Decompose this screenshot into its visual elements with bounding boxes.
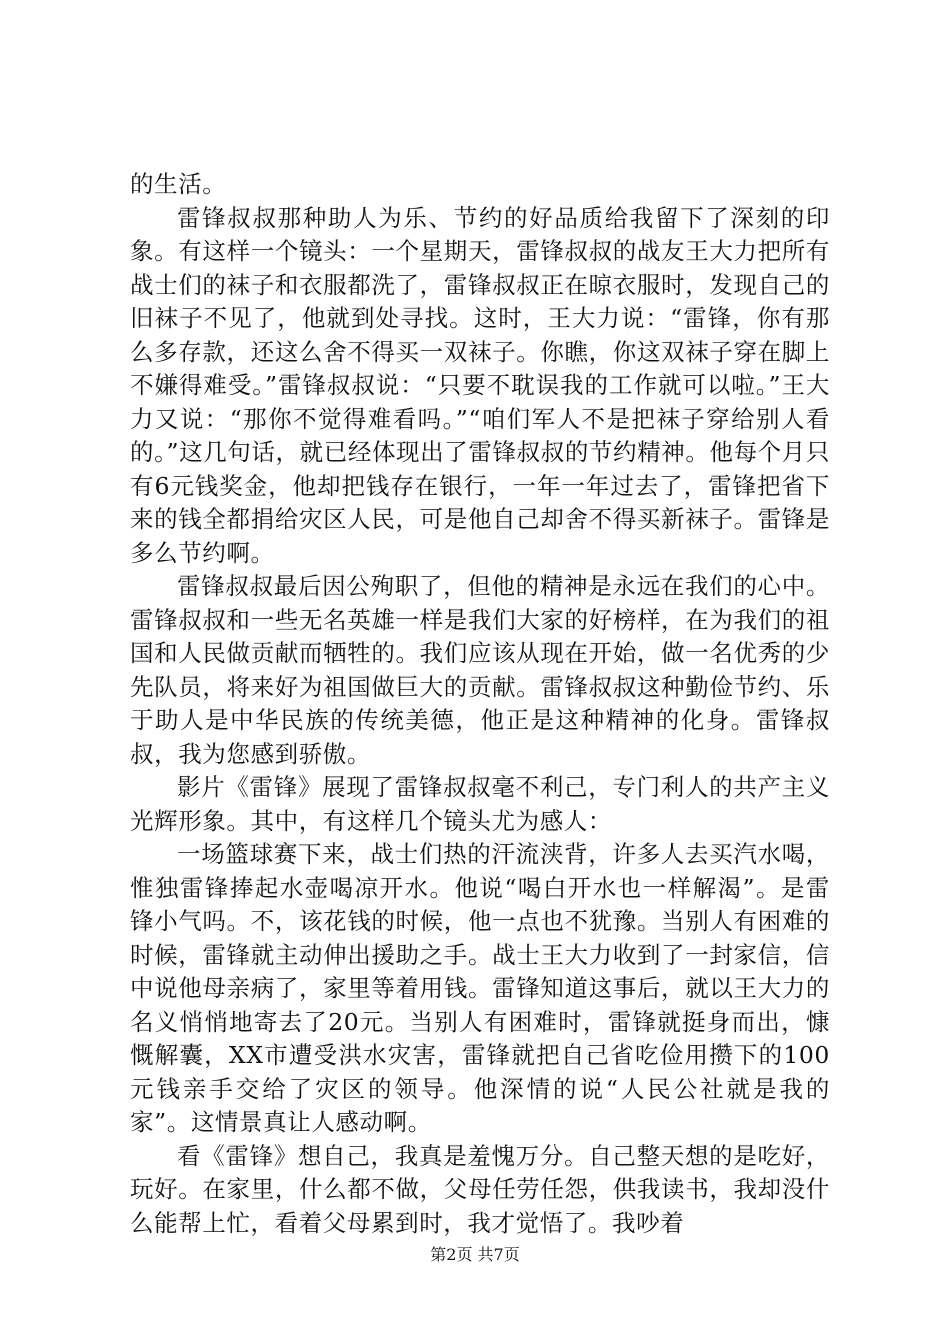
paragraph-socks-story: 雷锋叔叔那种助人为乐、节约的好品质给我留下了深刻的印象。有这样一个镜头：一个星期天，雷锋叔叔的战友王大力把所有战士们的袜子和衣服都洗了，雷锋叔叔正在晾衣服时，发现自己的旧袜子不见了，他就到处寻找。这时，王大力说：“雷锋，你有那么多存款，还这么舍不得买一双袜子。你瞧，你这双袜子穿在脚上不嫌得难受。”雷锋叔叔说：“只要不耽误我的工作就可以啦。”王大力又说：“那你不觉得难看吗。”“咱们军人不是把袜子穿给别人看的。”这几句话，就已经体现出了雷锋叔叔的节约精神。他每个月只有6元钱奖金，他却把钱存在银行，一年一年过去了，雷锋把省下来的钱全都捐给灾区人民，可是他自己却舍不得买新袜子。雷锋是多么节约啊。 [130, 203, 830, 567]
paragraph-reflection: 看《雷锋》想自己，我真是羞愧万分。自己整天想的是吃好，玩好。在家里，什么都不做，父母任劳任怨，供我读书，我却没什么能帮上忙，看着父母累到时，我才觉悟了。我吵着 [130, 1141, 830, 1237]
paragraph-continuation: 的生活。 [130, 170, 227, 198]
paragraph-film-intro: 影片《雷锋》展现了雷锋叔叔毫不利己，专门利人的共产主义光辉形象。其中，有这样几个镜头尤为感人： [130, 773, 830, 835]
page-number-footer: 第2页 共7页 [430, 1245, 520, 1264]
paragraph-spirit: 雷锋叔叔最后因公殉职了，但他的精神是永远在我们的心中。雷锋叔叔和一些无名英雄一样是我们大家的好榜样，在为我们的祖国和人民做贡献而牺牲的。我们应该从现在开始，做一名优秀的少先队员，将来好为祖国做巨大的贡献。雷锋叔叔这种勤俭节约、乐于助人是中华民族的传统美德，他正是这种精神的化身。雷锋叔叔，我为您感到骄傲。 [130, 572, 830, 768]
paragraph-basketball-story: 一场篮球赛下来，战士们热的汗流浃背，许多人去买汽水喝，惟独雷锋捧起水壶喝凉开水。他说“喝白开水也一样解渴”。是雷锋小气吗。不，该花钱的时候，他一点也不犹豫。当别人有困难的时候，雷锋就主动伸出援助之手。战士王大力收到了一封家信，信中说他母亲病了，家里等着用钱。雷锋知道这事后，就以王大力的名义悄悄地寄去了20元。当别人有困难时，雷锋就挺身而出，慷慨解囊，XX市遭受洪水灾害，雷锋就把自己省吃俭用攒下的100元钱亲手交给了灾区的领导。他深情的说“人民公社就是我的家”。这情景真让人感动啊。 [130, 840, 830, 1136]
document-body [130, 168, 830, 1240]
